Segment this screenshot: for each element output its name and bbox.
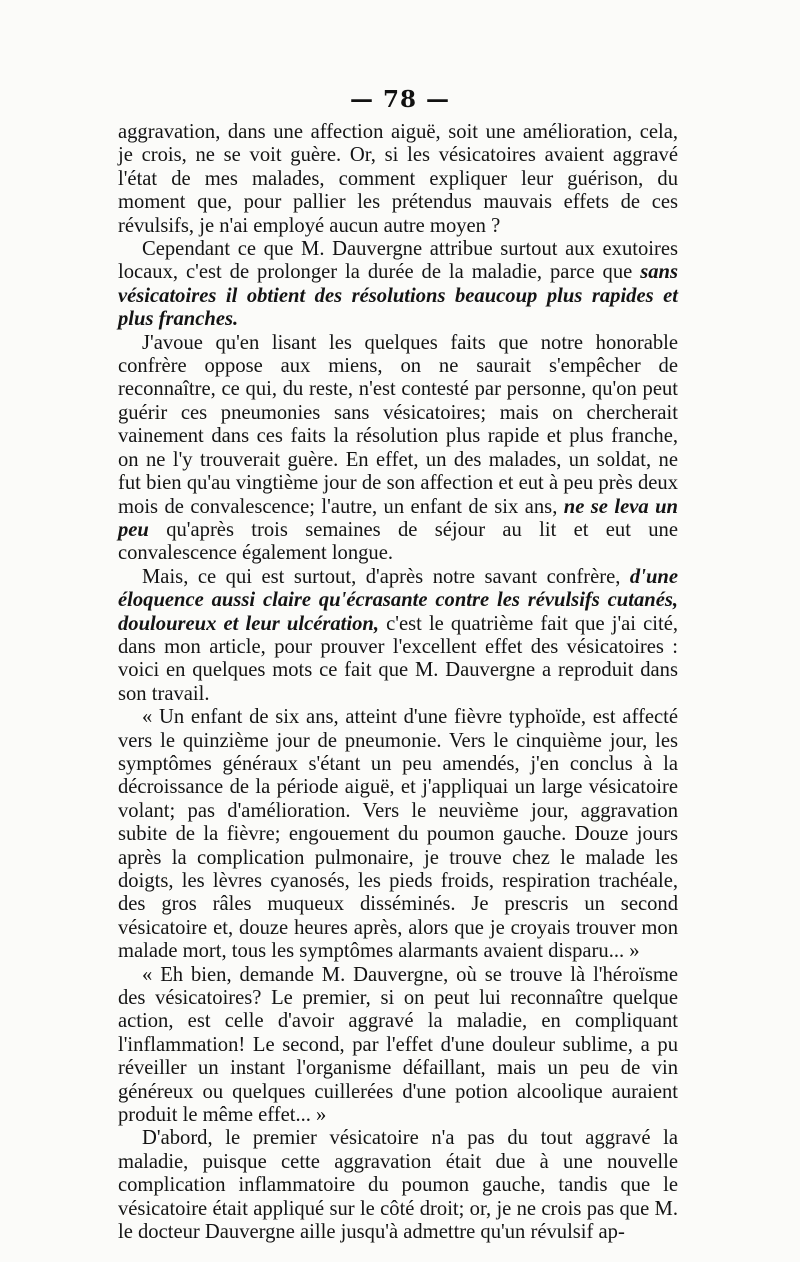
paragraph xyxy=(118,964,678,1128)
paragraph xyxy=(118,706,678,963)
body-text xyxy=(118,121,678,1245)
paragraph xyxy=(118,1127,678,1244)
italic-text: sans vésicatoires il obtient des résolutions beaucoup plus rapides et plus franches. xyxy=(118,261,678,331)
text-segment: D'abord, le premier vésicatoire n'a pas du tout aggravé la maladie, puisque cette aggravation était due à une nouvelle complication inflammatoire du poumon gauche, tandis que le vésicatoire était appliqué sur le côté droit; or, je ne crois pas que M. le docteur Dauvergne aille jusqu'à admettre qu'un révulsif ap- xyxy=(118,1127,678,1244)
text-segment: c'est le quatrième fait que j'ai cité, dans mon article, pour prouver l'excellent effet des vésicatoires : voici en quelques mots ce fait que M. Dauvergne a reproduit dans son travail. xyxy=(118,612,678,705)
text-segment: Mais, ce qui est surtout, d'après notre savant confrère, xyxy=(142,565,630,588)
text-segment: « Un enfant de six ans, atteint d'une fièvre typhoïde, est affecté vers le quinzième jour de pneumonie. Vers le cinquième jour, les symptômes généraux s'étant un peu amendés, j'en conclus à la décroissance de la période aiguë, et j'appliquai un large vésicatoire volant; pas d'amélioration. Vers le neuvième jour, aggravation subite de la fièvre; engouement du poumon gauche. Douze jours après la complication pulmonaire, je trouve chez le malade les doigts, les lèvres cyanosés, les pieds froids, respiration trachéale, des gros râles muqueux disséminés. Je prescris un second vésicatoire et, douze heures après, alors que je croyais trouver mon malade mort, tous les symptômes alarmants avaient disparu... » xyxy=(118,706,678,963)
paragraph xyxy=(118,332,678,566)
page-number: — 78 — xyxy=(349,86,451,113)
paragraph xyxy=(118,566,678,706)
text-segment: « Eh bien, demande M. Dauvergne, où se trouve là l'héroïsme des vésicatoires? Le premier, si on peut lui reconnaître quelque action, est celle d'avoir aggravé la maladie, en compliquant l'inflammation! Le second, par l'effet d'une douleur sublime, a pu réveiller un instant l'organisme défaillant, mais un peu de vin généreux ou quelques cuillerées d'une potion alcoolique auraient produit le même effet... » xyxy=(118,963,678,1127)
paragraph xyxy=(118,238,678,332)
italic-text: d'une éloquence aussi claire qu'écrasante contre les révulsifs cutanés, douloureux et leur ulcération, xyxy=(118,565,678,635)
text-segment: Cependant ce que M. Dauvergne attribue surtout aux exutoires locaux, c'est de prolonger la durée de la maladie, parce que xyxy=(118,238,678,284)
paragraph xyxy=(118,121,678,238)
text-segment: aggravation, dans une affection aiguë, soit une amélioration, cela, je crois, ne se voit guère. Or, si les vésicatoires avaient aggravé l'état de mes malades, comment expliquer leur guérison, du moment que, pour pallier les prétendus mauvais effets de ces révulsifs, je n'ai employé aucun autre moyen ? xyxy=(118,121,678,237)
text-segment: qu'après trois semaines de séjour au lit et eut une convalescence également longue. xyxy=(118,518,678,565)
text-segment: J'avoue qu'en lisant les quelques faits que notre honorable confrère oppose aux miens, on ne saurait s'empêcher de reconnaître, ce qui, du reste, n'est contesté par personne, qu'on peut guérir ces pneumonies sans vésicatoires; mais on chercherait vainement dans ces faits la résolution plus rapide et plus franche, on ne l'y trouverait guère. En effet, un des malades, un soldat, ne fut bien qu'au vingtième jour de son affection et eut à peu près deux mois de convalescence; l'autre, un enfant de six ans, xyxy=(118,331,678,518)
italic-text: ne se leva un peu xyxy=(118,495,679,541)
